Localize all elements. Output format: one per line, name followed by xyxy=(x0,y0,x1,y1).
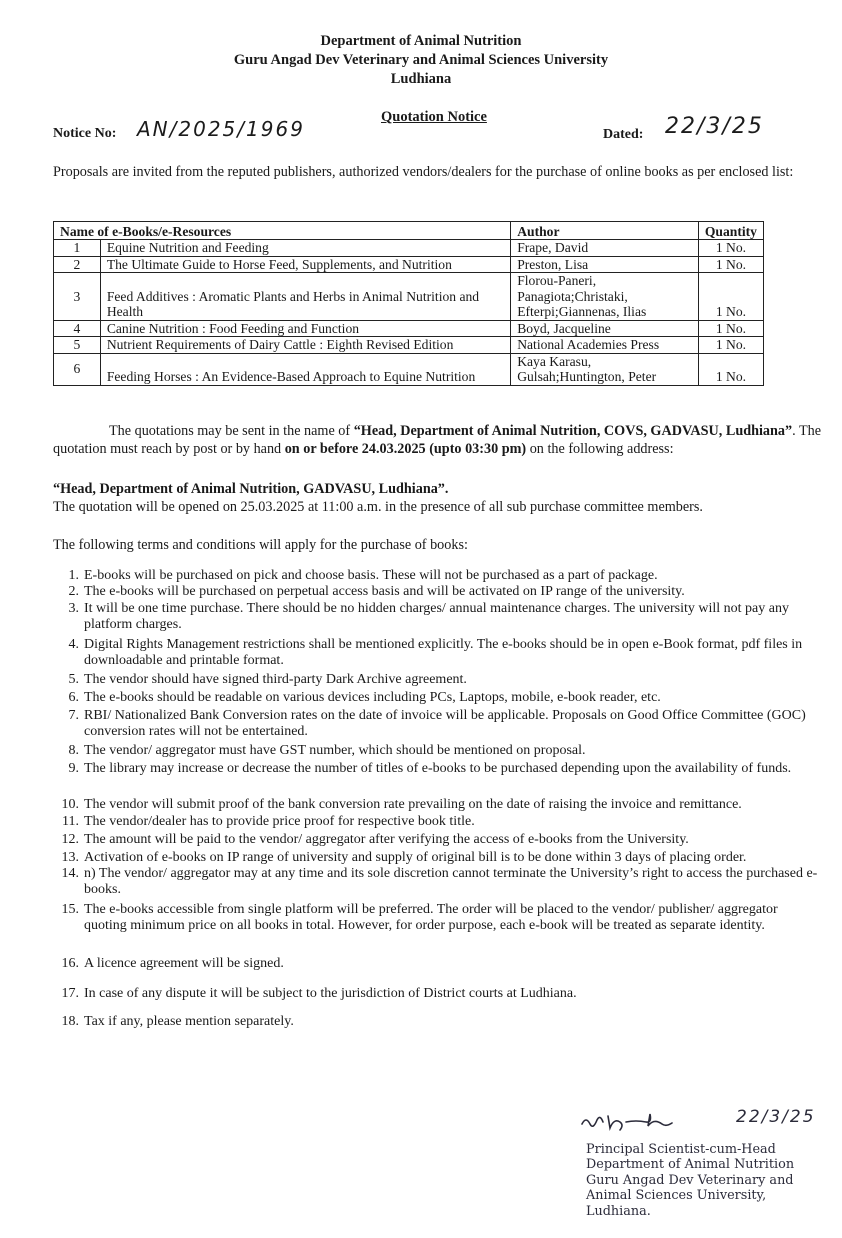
table-header-row xyxy=(54,222,764,240)
signature-date: 22/3/25 xyxy=(736,1107,816,1127)
book-title: Nutrient Requirements of Dairy Cattle : Eighth Revised Edition xyxy=(100,337,510,354)
term-text: The vendor/ aggregator must have GST number, which should be mentioned on proposal. xyxy=(84,743,586,758)
notice-date: 22/3/25 xyxy=(665,114,764,139)
term-text: It will be one time purchase. There should be no hidden charges/ annual maintenance charges. The university will not pay any platform charges. xyxy=(84,601,789,632)
dated-label: Dated: xyxy=(603,127,644,142)
col-header-quantity: Quantity xyxy=(698,222,763,240)
term-number: 15. xyxy=(61,902,79,917)
term-text: Digital Rights Management restrictions shall be mentioned explicitly. The e-books should be in open e-Book format, pdf files in downloadable and printable format. xyxy=(84,637,803,668)
book-title: Feeding Horses : An Evidence-Based Approach to Equine Nutrition xyxy=(100,353,510,385)
book-quantity: 1 No. xyxy=(698,273,763,321)
signatory-title: Principal Scientist-cum-Head xyxy=(586,1142,776,1157)
term-text: The amount will be paid to the vendor/ aggregator after verifying the access of e-books from the University. xyxy=(84,832,689,847)
term-text: n) The vendor/ aggregator may at any time and its sole discretion cannot terminate the University’s right to access the purchased e-books. xyxy=(84,866,818,897)
submission-tail: on the following address: xyxy=(526,440,674,457)
term-text: The e-books should be readable on various devices including PCs, Laptops, mobile, e-book reader, etc. xyxy=(84,690,661,705)
term-text: The e-books will be purchased on perpetual access basis and will be activated on IP range of the university. xyxy=(84,584,685,599)
term-text: Tax if any, please mention separately. xyxy=(84,1014,294,1029)
term-number: 10. xyxy=(61,797,79,812)
table-row xyxy=(54,240,764,257)
terms-intro: The following terms and conditions will apply for the purchase of books: xyxy=(53,537,468,553)
book-quantity: 1 No. xyxy=(698,320,763,337)
book-quantity: 1 No. xyxy=(698,256,763,273)
term-text: The library may increase or decrease the number of titles of e-books to be purchased depending upon the availability of funds. xyxy=(84,761,792,776)
col-header-author: Author xyxy=(511,222,699,240)
term-text: The vendor should have signed third-party Dark Archive agreement. xyxy=(84,672,467,687)
book-title: Equine Nutrition and Feeding xyxy=(100,240,510,257)
book-author: Preston, Lisa xyxy=(511,256,699,273)
term-number: 2. xyxy=(68,584,79,599)
table-row xyxy=(54,256,764,273)
table-row xyxy=(54,353,764,385)
book-author: National Academies Press xyxy=(511,337,699,354)
term-text: In case of any dispute it will be subject to the jurisdiction of District courts at Ludhiana. xyxy=(84,986,577,1001)
term-number: 11. xyxy=(62,814,79,829)
term-text: The vendor will submit proof of the bank conversion rate prevailing on the date of raising the invoice and remittance. xyxy=(84,797,742,812)
term-text: Activation of e-books on IP range of university and supply of original bill is to be done within 3 days of placing order. xyxy=(84,850,747,865)
term-number: 5. xyxy=(68,672,79,687)
term-number: 1. xyxy=(68,568,79,583)
notice-title: Quotation Notice xyxy=(381,109,487,125)
book-author: Frape, David xyxy=(511,240,699,257)
submission-lead: The quotations may be sent in the name of xyxy=(109,423,354,439)
submission-mid: . The quotation must reach by post or by hand xyxy=(53,423,822,457)
intro-paragraph: Proposals are invited from the reputed publishers, authorized vendors/dealers for the purchase of online books as per enclosed list: xyxy=(53,164,794,180)
books-table xyxy=(53,221,764,386)
term-number: 13. xyxy=(61,850,79,865)
row-number: 6 xyxy=(54,353,101,385)
term-number: 14. xyxy=(61,866,79,881)
term-number: 8. xyxy=(68,743,79,758)
signatory-university-line2: Animal Sciences University, xyxy=(586,1188,767,1204)
term-number: 12. xyxy=(61,832,79,847)
term-number: 18. xyxy=(61,1014,79,1029)
book-author: Kaya Karasu, Gulsah;Huntington, Peter xyxy=(511,353,699,385)
university-heading: Guru Angad Dev Veterinary and Animal Sciences University xyxy=(233,52,609,68)
signatory-university-line1: Guru Angad Dev Veterinary and xyxy=(586,1172,794,1188)
row-number: 1 xyxy=(54,240,101,257)
table-row xyxy=(54,273,764,321)
book-title: Feed Additives : Aromatic Plants and Herbs in Animal Nutrition and Health xyxy=(100,273,510,321)
submission-addressee: “Head, Department of Animal Nutrition, COVS, GADVASU, Ludhiana” xyxy=(353,423,793,439)
term-number: 7. xyxy=(68,708,79,723)
department-heading: Department of Animal Nutrition xyxy=(320,33,522,49)
submission-deadline: on or before 24.03.2025 (upto 03:30 pm) xyxy=(284,440,527,457)
signatory-department: Department of Animal Nutrition xyxy=(586,1157,795,1173)
term-text: The vendor/dealer has to provide price proof for respective book title. xyxy=(84,814,475,829)
term-text: A licence agreement will be signed. xyxy=(84,956,284,971)
term-number: 3. xyxy=(68,601,79,616)
book-quantity: 1 No. xyxy=(698,240,763,257)
col-header-title: Name of e-Books/e-Resources xyxy=(54,222,511,240)
submission-address: “Head, Department of Animal Nutrition, GADVASU, Ludhiana”. xyxy=(53,481,449,497)
book-author: Boyd, Jacqueline xyxy=(511,320,699,337)
table-row xyxy=(54,320,764,337)
book-author: Florou-Paneri, Panagiota;Christaki, Efterpi;Giannenas, Ilias xyxy=(511,273,699,321)
row-number: 3 xyxy=(54,273,101,321)
term-number: 17. xyxy=(61,986,79,1001)
book-title: Canine Nutrition : Food Feeding and Function xyxy=(100,320,510,337)
book-title: The Ultimate Guide to Horse Feed, Supplements, and Nutrition xyxy=(100,256,510,273)
book-quantity: 1 No. xyxy=(698,337,763,354)
term-text: RBI/ Nationalized Bank Conversion rates on the date of invoice will be applicable. Proposals on Good Office Committee (GOC) conversion rates will not be entertained. xyxy=(84,708,806,739)
term-text: The e-books accessible from single platform will be preferred. The order will be placed to the vendor/ publisher/ aggregator quoting minimum price on all books in total. However, for order purpose, each e-book will be treated as separate identity. xyxy=(84,902,778,933)
city-heading: Ludhiana xyxy=(390,71,452,87)
row-number: 4 xyxy=(54,320,101,337)
opening-note: The quotation will be opened on 25.03.2025 at 11:00 a.m. in the presence of all sub purchase committee members. xyxy=(53,499,703,515)
term-number: 9. xyxy=(68,761,79,776)
handwritten-signature xyxy=(578,1106,718,1138)
signature-block xyxy=(586,1142,794,1219)
notice-number: AN/2025/1969 xyxy=(137,117,305,141)
row-number: 2 xyxy=(54,256,101,273)
notice-no-label: Notice No: xyxy=(53,126,117,141)
table-row xyxy=(54,337,764,354)
term-text: E-books will be purchased on pick and choose basis. These will not be purchased as a part of package. xyxy=(84,568,658,583)
term-number: 16. xyxy=(61,956,79,971)
signatory-city: Ludhiana. xyxy=(586,1203,651,1219)
book-quantity: 1 No. xyxy=(698,353,763,385)
term-number: 6. xyxy=(68,690,79,705)
term-number: 4. xyxy=(68,637,79,652)
submission-paragraph xyxy=(53,423,821,458)
row-number: 5 xyxy=(54,337,101,354)
